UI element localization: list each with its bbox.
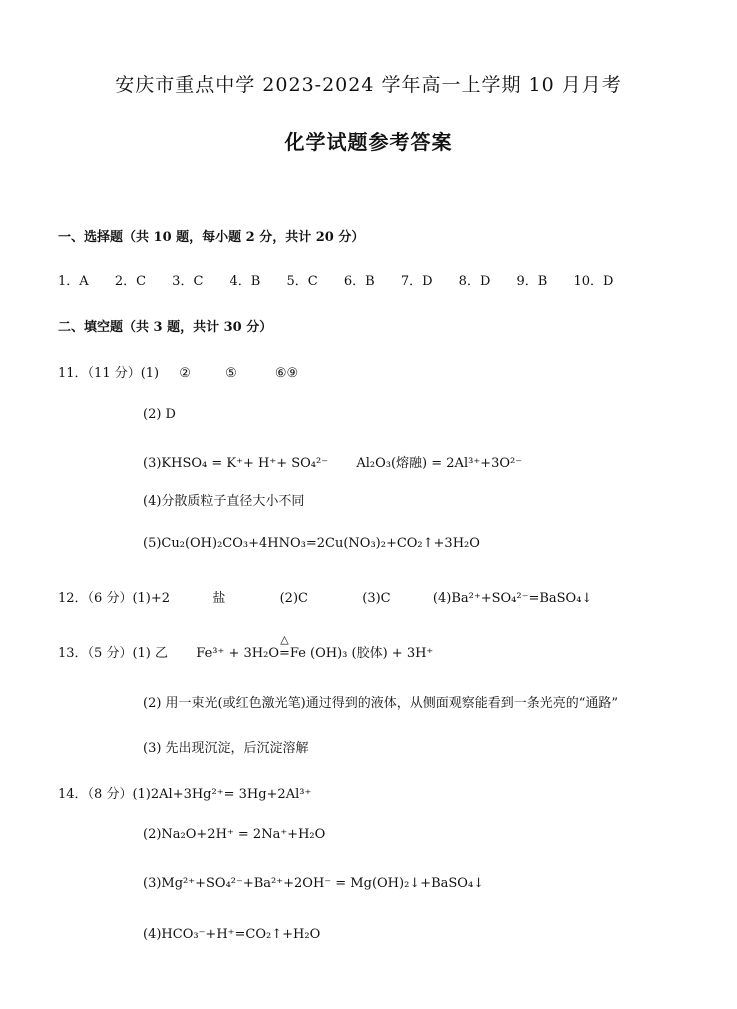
q11-answer-3: ⑥⑨ [274,366,299,381]
q11-part3 [143,452,522,471]
q13-eq-left: Fe³⁺ + 3H₂O [196,646,279,661]
q12-part4: (4)Ba²⁺+SO₄²⁻=BaSO₄↓ [432,591,593,606]
q11-label: 11．（11 分）(1) [58,366,160,381]
choice-answer: 3．C [172,274,204,289]
delta-icon: △ [280,633,289,646]
q11-part5: (5)Cu₂(OH)₂CO₃+4HNO₃=2Cu(NO₃)₂+CO₂↑+3H₂O [143,536,480,551]
choice-answer: 5．C [286,274,318,289]
q13-label: 13．（5 分）(1) 乙 [58,646,168,661]
choice-answer: 2．C [114,274,147,289]
q14-part4: (4)HCO₃⁻+H⁺=CO₂↑+H₂O [143,927,321,942]
q14-part2: (2)Na₂O+2H⁺ = 2Na⁺+H₂O [143,827,326,842]
q11-answer-2: ⑤ [225,366,237,381]
q14-part1: 14．（8 分）(1)2Al+3Hg²⁺= 3Hg+2Al³⁺ [58,787,312,802]
choice-answer: 4．B [229,274,261,289]
q12-part2: (2)C [279,591,308,606]
heating-sign [279,633,290,661]
q12-salt: 盐 [212,591,226,606]
q11-part1 [58,362,298,381]
q11-part3-eq1: (3)KHSO₄ = K⁺+ H⁺+ SO₄²⁻ [143,456,329,471]
q12-part3: (3)C [362,591,391,606]
choice-answer: 7．D [400,274,433,289]
choice-answer: 10．D [573,274,614,289]
document-subtitle: 化学试题参考答案 [284,130,453,154]
document-title: 安庆市重点中学 2023-2024 学年高一上学期 10 月月考 [115,74,622,96]
section-heading-fill: 二、填空题（共 3 题，共计 30 分） [58,320,273,335]
choice-answer: 8．D [458,274,491,289]
q13-part1 [58,633,434,661]
q12-line [58,587,592,606]
q11-part2: (2) D [143,407,176,422]
choice-answer: 6．B [343,274,375,289]
q13-eq-right: Fe (OH)₃ (胶体) + 3H⁺ [289,646,434,661]
section-heading-choice: 一、选择题（共 10 题，每小题 2 分，共计 20 分） [58,230,365,245]
q12-label: 12．（6 分）(1)+2 [58,591,171,606]
q13-eq-sign: = [279,646,290,661]
q11-answer-1: ② [179,366,191,381]
q11-part4: (4)分散质粒子直径大小不同 [143,494,305,509]
q13-part3: (3) 先出现沉淀，后沉淀溶解 [143,741,309,756]
choice-answer: 1．A [58,274,89,289]
q11-part3-eq2: Al₂O₃(熔融) = 2Al³⁺+3O²⁻ [356,456,523,471]
q13-part2: (2) 用一束光(或红色激光笔)通过得到的液体，从侧面观察能看到一条光亮的“通路” [143,696,618,711]
choice-answer: 9．B [516,274,548,289]
choice-answers-row [58,270,613,289]
q14-part3: (3)Mg²⁺+SO₄²⁻+Ba²⁺+2OH⁻ = Mg(OH)₂↓+BaSO₄↓ [143,876,485,891]
